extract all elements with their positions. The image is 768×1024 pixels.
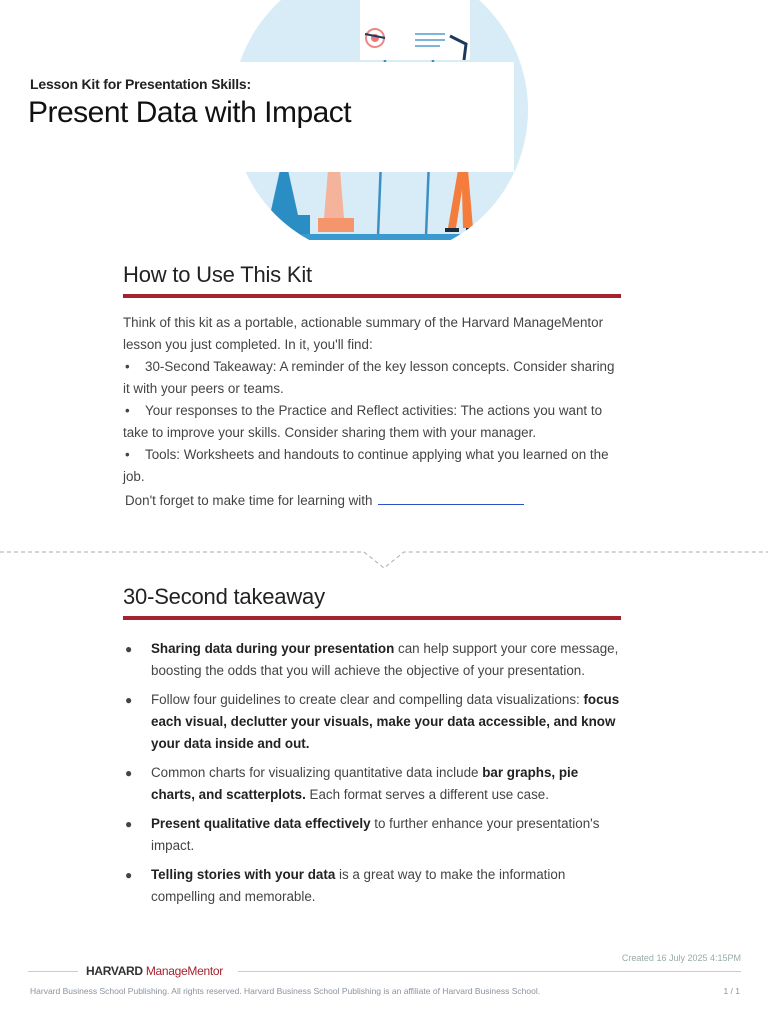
- copyright-text: Harvard Business School Publishing. All rights reserved. Harvard Business School Publishing is an affiliate of Harvard Business School.: [30, 986, 541, 996]
- learning-reminder: Don't forget to make time for learning with: [123, 491, 621, 508]
- list-item: ● Follow four guidelines to create clear and compelling data visualizations: focus each visual, declutter your visuals, make your data accessible, and know your data inside and out.: [125, 692, 620, 751]
- created-timestamp: Created 16 July 2025 4:15PM: [621, 953, 741, 963]
- list-item: • 30-Second Takeaway: A reminder of the key lesson concepts. Consider sharing it with your peers or teams.: [123, 359, 615, 396]
- footer-rule-right: [238, 971, 741, 972]
- learning-link[interactable]: [378, 491, 524, 505]
- takeaway-list: [123, 638, 621, 908]
- list-item: • Tools: Worksheets and handouts to continue applying what you learned on the job.: [123, 447, 609, 484]
- how-to-use-list: [123, 356, 621, 488]
- takeaway-section: [123, 584, 621, 915]
- how-to-use-section: [123, 262, 621, 508]
- kit-label: Lesson Kit for Presentation Skills:: [30, 76, 251, 92]
- footer-rule-left: [28, 971, 78, 972]
- list-item: ● Sharing data during your presentation can help support your core message, boosting the odds that you will achieve the objective of your presentation.: [125, 641, 619, 678]
- how-to-use-intro: Think of this kit as a portable, actionable summary of the Harvard ManageMentor lesson you just completed. In it, you'll find:: [123, 315, 604, 352]
- list-item: ● Common charts for visualizing quantitative data include bar graphs, pie charts, and scatterplots. Each format serves a different use case.: [125, 765, 579, 802]
- list-item: ● Present qualitative data effectively to further enhance your presentation's impact.: [125, 816, 600, 853]
- harvard-managementor-logo: HARVARD ManageMentor: [86, 964, 223, 978]
- page-title: Present Data with Impact: [28, 96, 352, 129]
- section-divider: [0, 544, 768, 574]
- list-item: ● Telling stories with your data is a great way to make the information compelling and memorable.: [125, 867, 566, 904]
- page-number: 1 / 1: [723, 986, 740, 996]
- list-item: • Your responses to the Practice and Reflect activities: The actions you want to take to improve your skills. Consider sharing them with your manager.: [123, 403, 603, 440]
- takeaway-heading: 30-Second takeaway: [123, 584, 621, 620]
- how-to-use-heading: How to Use This Kit: [123, 262, 621, 298]
